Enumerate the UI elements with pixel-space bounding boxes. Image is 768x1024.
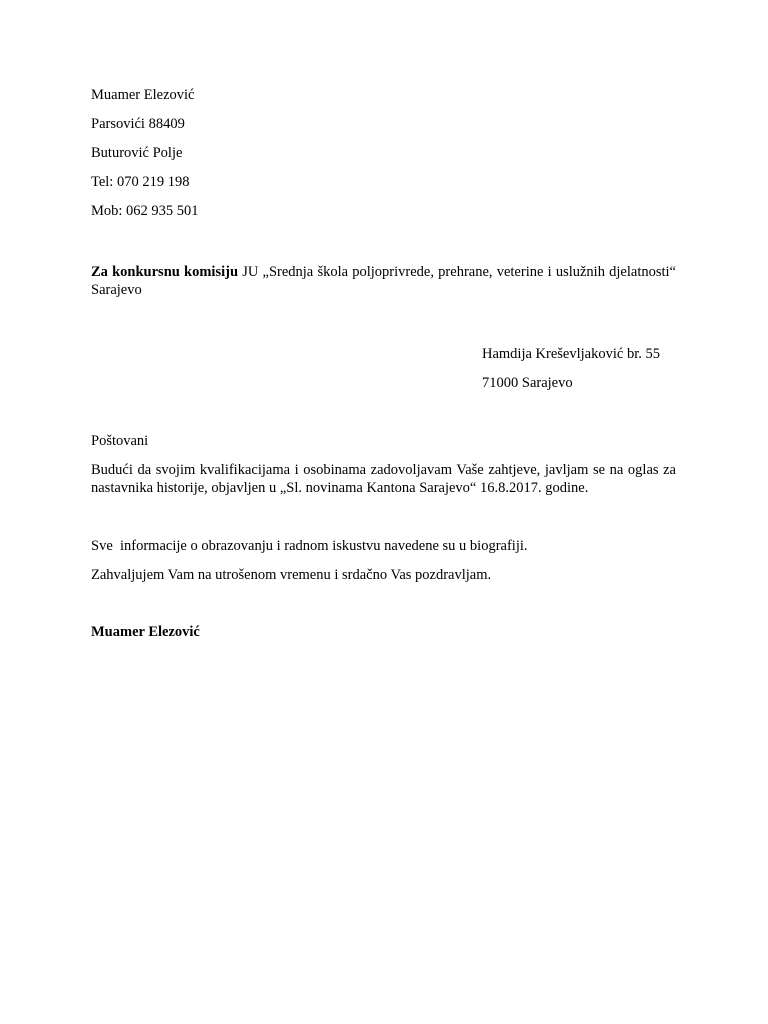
recipient-city: 71000 Sarajevo	[482, 375, 573, 391]
recipient-street: Hamdija Kreševljaković br. 55	[482, 346, 660, 362]
sender-address-line2: Buturović Polje	[91, 145, 183, 161]
signature-name: Muamer Elezović	[91, 624, 200, 640]
recipient-committee	[91, 263, 676, 299]
sender-mob: Mob: 062 935 501	[91, 203, 199, 219]
sender-name: Muamer Elezović	[91, 87, 195, 103]
salutation: Poštovani	[91, 433, 149, 449]
recipient-label-bold: Za konkursnu komisiju	[91, 264, 239, 280]
sender-tel: Tel: 070 219 198	[91, 174, 190, 190]
body-paragraph-2: Sve informacije o obrazovanju i radnom iskustvu navedene su u biografiji.	[91, 538, 528, 554]
sender-address-line1: Parsovići 88409	[91, 116, 185, 132]
body-paragraph-1: Budući da svojim kvalifikacijama i osobinama zadovoljavam Vaše zahtjeve, javljam se na oglas za nastavnika historije, objavljen u „Sl. novinama Kantona Sarajevo“ 16.8.2017. godine.	[91, 462, 676, 496]
body-paragraph-3: Zahvaljujem Vam na utrošenom vremenu i srdačno Vas pozdravljam.	[91, 567, 492, 583]
recipient-label-rest: JU „Srednja škola poljoprivrede, prehrane, veterine i uslužnih djelatnosti“ Sarajevo	[91, 264, 676, 298]
